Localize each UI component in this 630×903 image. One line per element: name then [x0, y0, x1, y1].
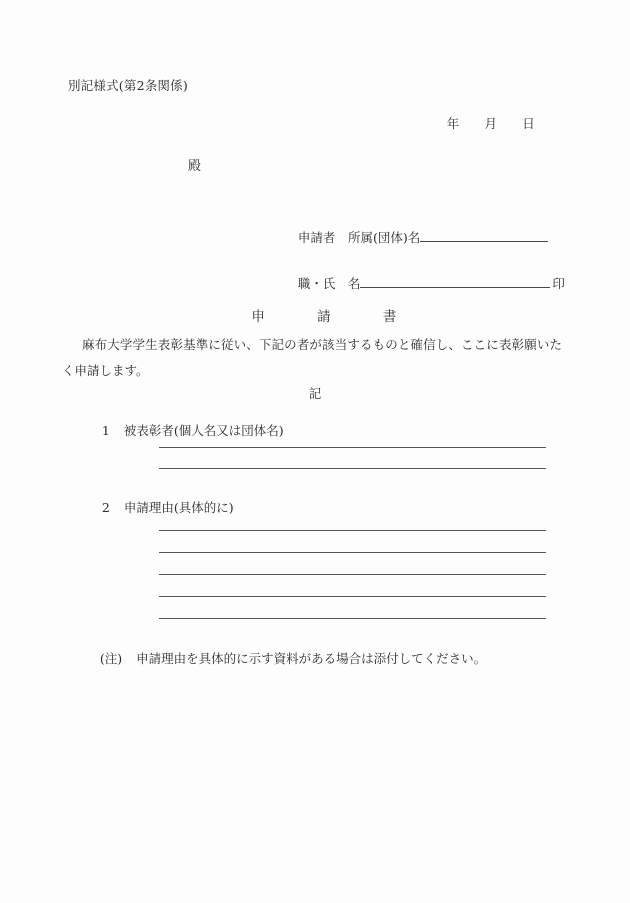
date-line [430, 105, 535, 143]
form-code-label: 別記様式(第2条関係) [68, 78, 188, 93]
applicant-affiliation-row [282, 215, 548, 257]
item-2-heading [86, 489, 234, 527]
applicant-affiliation-input[interactable] [420, 228, 548, 242]
item-2-answer-line[interactable] [159, 596, 546, 597]
body-paragraph: 麻布大学学生表彰基準に従い、下記の者が該当するものと確信し、ここに表彰願いたく申請します。 [62, 337, 562, 378]
item-1-answer-line[interactable] [159, 447, 546, 448]
date-year-label: 年 [446, 115, 460, 131]
applicant-role-label: 申請者 [297, 229, 336, 245]
addressee-honorific: 殿 [188, 159, 202, 174]
item-2-answer-line[interactable] [159, 530, 546, 531]
footnote-marker: (注) [99, 650, 123, 666]
date-month-label: 月 [484, 115, 498, 131]
applicant-name-input[interactable] [360, 274, 550, 288]
item-2-answer-line[interactable] [159, 552, 546, 553]
title-char-3: 書 [382, 308, 397, 325]
item-1-heading [86, 412, 284, 450]
item-1-answer-line[interactable] [159, 468, 546, 469]
title-char-2: 請 [317, 308, 331, 325]
item-2-answer-line[interactable] [159, 574, 546, 575]
item-2-number: 2 [101, 499, 110, 515]
item-1-label: 被表彰者(個人名又は団体名) [123, 422, 284, 438]
footnote-text: 申請理由を具体的に示す資料がある場合は添付してください。 [136, 650, 487, 666]
date-day-label: 日 [522, 115, 535, 131]
item-2-label: 申請理由(具体的に) [123, 499, 234, 515]
applicant-affiliation-label: 所属(団体)名 [347, 229, 421, 245]
item-2-answer-line[interactable] [159, 618, 546, 619]
footnote [84, 640, 486, 678]
seal-mark-label: 印 [552, 275, 565, 291]
title-char-1: 申 [251, 308, 266, 325]
ki-marker: 記 [308, 386, 322, 401]
item-1-number: 1 [101, 422, 110, 438]
applicant-name-label: 職・氏 名 [297, 275, 361, 291]
